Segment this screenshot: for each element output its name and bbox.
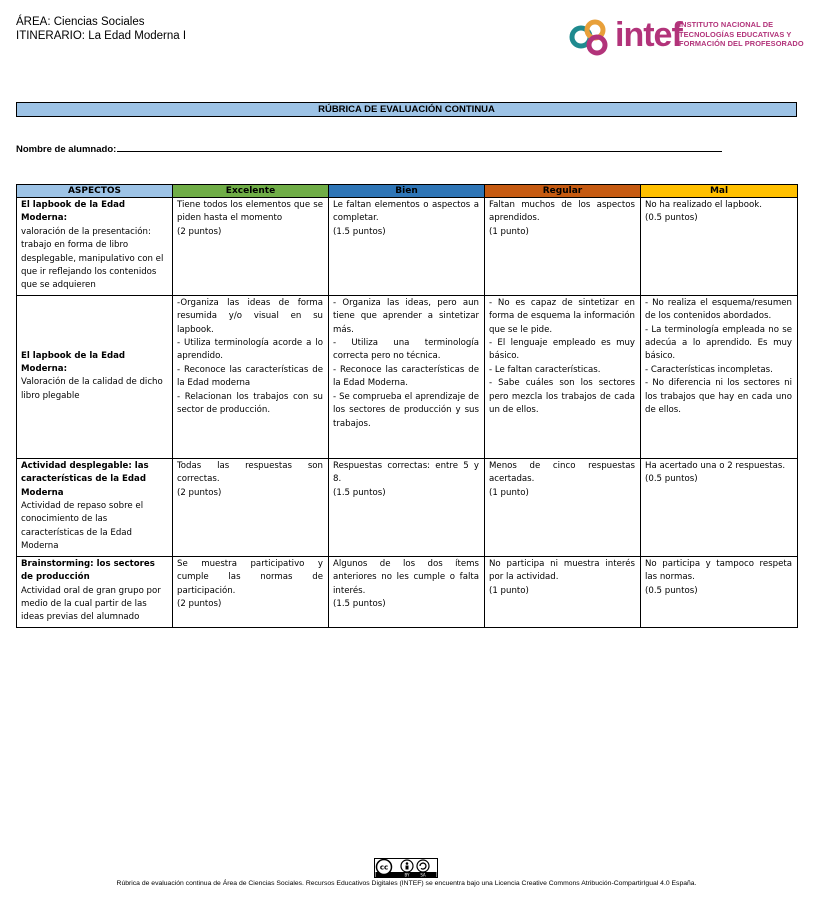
aspect-cell — [17, 556, 173, 627]
rubric-title: RÚBRICA DE EVALUACIÓN CONTINUA — [16, 102, 797, 117]
criteria-line: (0.5 puntos) — [645, 213, 698, 224]
criteria-line: Ha acertado una o 2 respuestas. — [645, 460, 786, 471]
criteria-line: Le faltan elementos o aspectos a completar. — [333, 200, 479, 224]
by-label: BY — [404, 872, 410, 878]
criteria-line: (1.5 puntos) — [333, 598, 386, 609]
logo-caption-line: FORMACIÓN DEL PROFESORADO — [679, 39, 804, 48]
intef-logo-icon — [569, 17, 613, 57]
criteria-cell-regular — [485, 198, 641, 296]
criteria-line: (1.5 puntos) — [333, 487, 386, 498]
criteria-line: Todas las respuestas son correctas. — [177, 460, 323, 485]
criteria-line: - Se comprueba el aprendizaje de los sectores de producción y sus trabajos. — [333, 391, 479, 429]
creative-commons-badge — [374, 858, 438, 878]
criteria-cell-regular — [485, 556, 641, 627]
criteria-cell-mal — [641, 198, 798, 296]
criteria-line: (2 puntos) — [177, 598, 222, 609]
criteria-cell-bien — [329, 198, 485, 296]
criteria-line: (0.5 puntos) — [645, 585, 698, 596]
logo-caption — [679, 20, 804, 49]
criteria-line: (2 puntos) — [177, 487, 222, 498]
criteria-line: - No realiza el esquema/resumen de los contenidos abordados. — [645, 297, 792, 322]
criteria-line: (1 punto) — [489, 585, 529, 596]
criteria-line: (0.5 puntos) — [645, 474, 698, 485]
criteria-line: (1 punto) — [489, 487, 529, 498]
logo-caption-line: INSTITUTO NACIONAL DE — [679, 20, 774, 29]
student-name-label: Nombre de alumnado: — [16, 144, 117, 155]
student-name-field[interactable] — [117, 143, 722, 152]
criteria-line: (2 puntos) — [177, 226, 222, 237]
criteria-line: Tiene todos los elementos que se piden hasta el momento — [177, 200, 323, 224]
criteria-cell-bien — [329, 458, 485, 556]
header-bien: Bien — [329, 185, 485, 198]
header-excelente: Excelente — [173, 185, 329, 198]
header-aspectos: ASPECTOS — [17, 185, 173, 198]
sa-label: SA — [420, 872, 426, 878]
aspect-description: valoración de la presentación: trabajo en forma de libro desplegable, manipulativo con el que ir reflejando los contenidos que se adquieren — [21, 226, 164, 291]
criteria-line: Faltan muchos de los aspectos aprendidos. — [489, 200, 635, 224]
table-row — [17, 198, 798, 296]
criteria-line: - Relacionan los trabajos con su sector de producción. — [177, 391, 323, 416]
header-regular: Regular — [485, 185, 641, 198]
criteria-cell-excelente — [173, 458, 329, 556]
criteria-cell-mal — [641, 295, 798, 458]
area-label: ÁREA: Ciencias Sociales — [16, 16, 145, 28]
criteria-cell-regular — [485, 458, 641, 556]
logo-caption-line: TECNOLOGÍAS EDUCATIVAS Y — [679, 29, 792, 39]
aspect-title: Brainstorming: los sectores de producción — [21, 558, 155, 583]
logo-wordmark: intef — [615, 16, 682, 54]
criteria-line: - Sabe cuáles son los sectores pero mezcla los trabajos de cada un de ellos. — [489, 378, 635, 416]
sa-icon — [417, 860, 429, 872]
criteria-line: No ha realizado el lapbook. — [645, 200, 762, 210]
criteria-line: - No diferencia ni los sectores ni los trabajos que hay en cada uno de ellos. — [645, 378, 792, 416]
criteria-line: - Reconoce las características de la Edad Moderna. — [333, 364, 479, 389]
aspect-cell — [17, 458, 173, 556]
criteria-line: - La terminología empleada no se adecúa a lo aprendido. Es muy básico. — [645, 324, 792, 362]
criteria-line: - Le faltan características. — [489, 364, 601, 375]
criteria-line: - Organiza las ideas, pero aun tiene que aprender a sintetizar más. — [333, 297, 479, 335]
criteria-cell-mal — [641, 458, 798, 556]
aspect-title: Actividad desplegable: las características de la Edad Moderna — [21, 460, 149, 498]
table-row — [17, 458, 798, 556]
criteria-line: - El lenguaje empleado es muy básico. — [489, 338, 635, 362]
aspect-cell — [17, 295, 173, 458]
aspect-description: Valoración de la calidad de dicho libro plegable — [21, 377, 163, 401]
aspect-cell — [17, 198, 173, 296]
criteria-line: No participa ni muestra interés por la actividad. — [489, 558, 635, 583]
criteria-line: Se muestra participativo y cumple las normas de participación. — [177, 558, 323, 596]
criteria-line: (1.5 puntos) — [333, 226, 386, 237]
criteria-line: -Organiza las ideas de forma resumida y/o visual en su lapbook. — [177, 297, 323, 335]
criteria-cell-bien — [329, 556, 485, 627]
criteria-cell-mal — [641, 556, 798, 627]
criteria-line: - Utiliza una terminología correcta pero no técnica. — [333, 338, 479, 362]
criteria-cell-excelente — [173, 295, 329, 458]
table-row — [17, 295, 798, 458]
student-name-row — [16, 143, 722, 155]
table-header-row — [17, 185, 798, 198]
criteria-cell-regular — [485, 295, 641, 458]
aspect-description: Actividad oral de gran grupo por medio de la cual partir de las ideas previas del alumnado — [21, 585, 161, 623]
criteria-line: - No es capaz de sintetizar en forma de esquema la información que se le pide. — [489, 297, 635, 335]
itinerary-label: ITINERARIO: La Edad Moderna I — [16, 30, 187, 42]
license-footer: Rúbrica de evaluación continua de Área de Ciencias Sociales. Recursos Educativos Digitales (INTEF) se encuentra bajo una Licencia Creative Commons Atribución-CompartirIgual 4.0 España. — [116, 880, 697, 887]
criteria-line: - Reconoce las características de la Edad moderna — [177, 364, 323, 389]
criteria-line: Menos de cinco respuestas acertadas. — [489, 460, 635, 485]
criteria-line: No participa y tampoco respeta las normas. — [645, 558, 792, 583]
intef-logo — [569, 16, 804, 57]
header-mal: Mal — [641, 185, 798, 198]
table-row — [17, 556, 798, 627]
criteria-line: - Utiliza terminología acorde a lo aprendido. — [177, 338, 323, 362]
criteria-cell-excelente — [173, 556, 329, 627]
cc-label: cc — [379, 863, 389, 872]
criteria-line: Algunos de los dos ítems anteriores no les cumple o falta interés. — [333, 558, 479, 596]
rubric-table — [16, 184, 798, 628]
criteria-line: Respuestas correctas: entre 5 y 8. — [333, 460, 479, 485]
criteria-cell-excelente — [173, 198, 329, 296]
criteria-cell-bien — [329, 295, 485, 458]
header-info — [16, 15, 186, 43]
aspect-title: El lapbook de la Edad Moderna: — [21, 200, 126, 224]
criteria-line: (1 punto) — [489, 226, 529, 237]
aspect-title: El lapbook de la Edad Moderna: — [21, 350, 126, 374]
aspect-description: Actividad de repaso sobre el conocimiento de las características de la Edad Moderna — [21, 501, 144, 552]
criteria-line: - Características incompletas. — [645, 364, 773, 375]
